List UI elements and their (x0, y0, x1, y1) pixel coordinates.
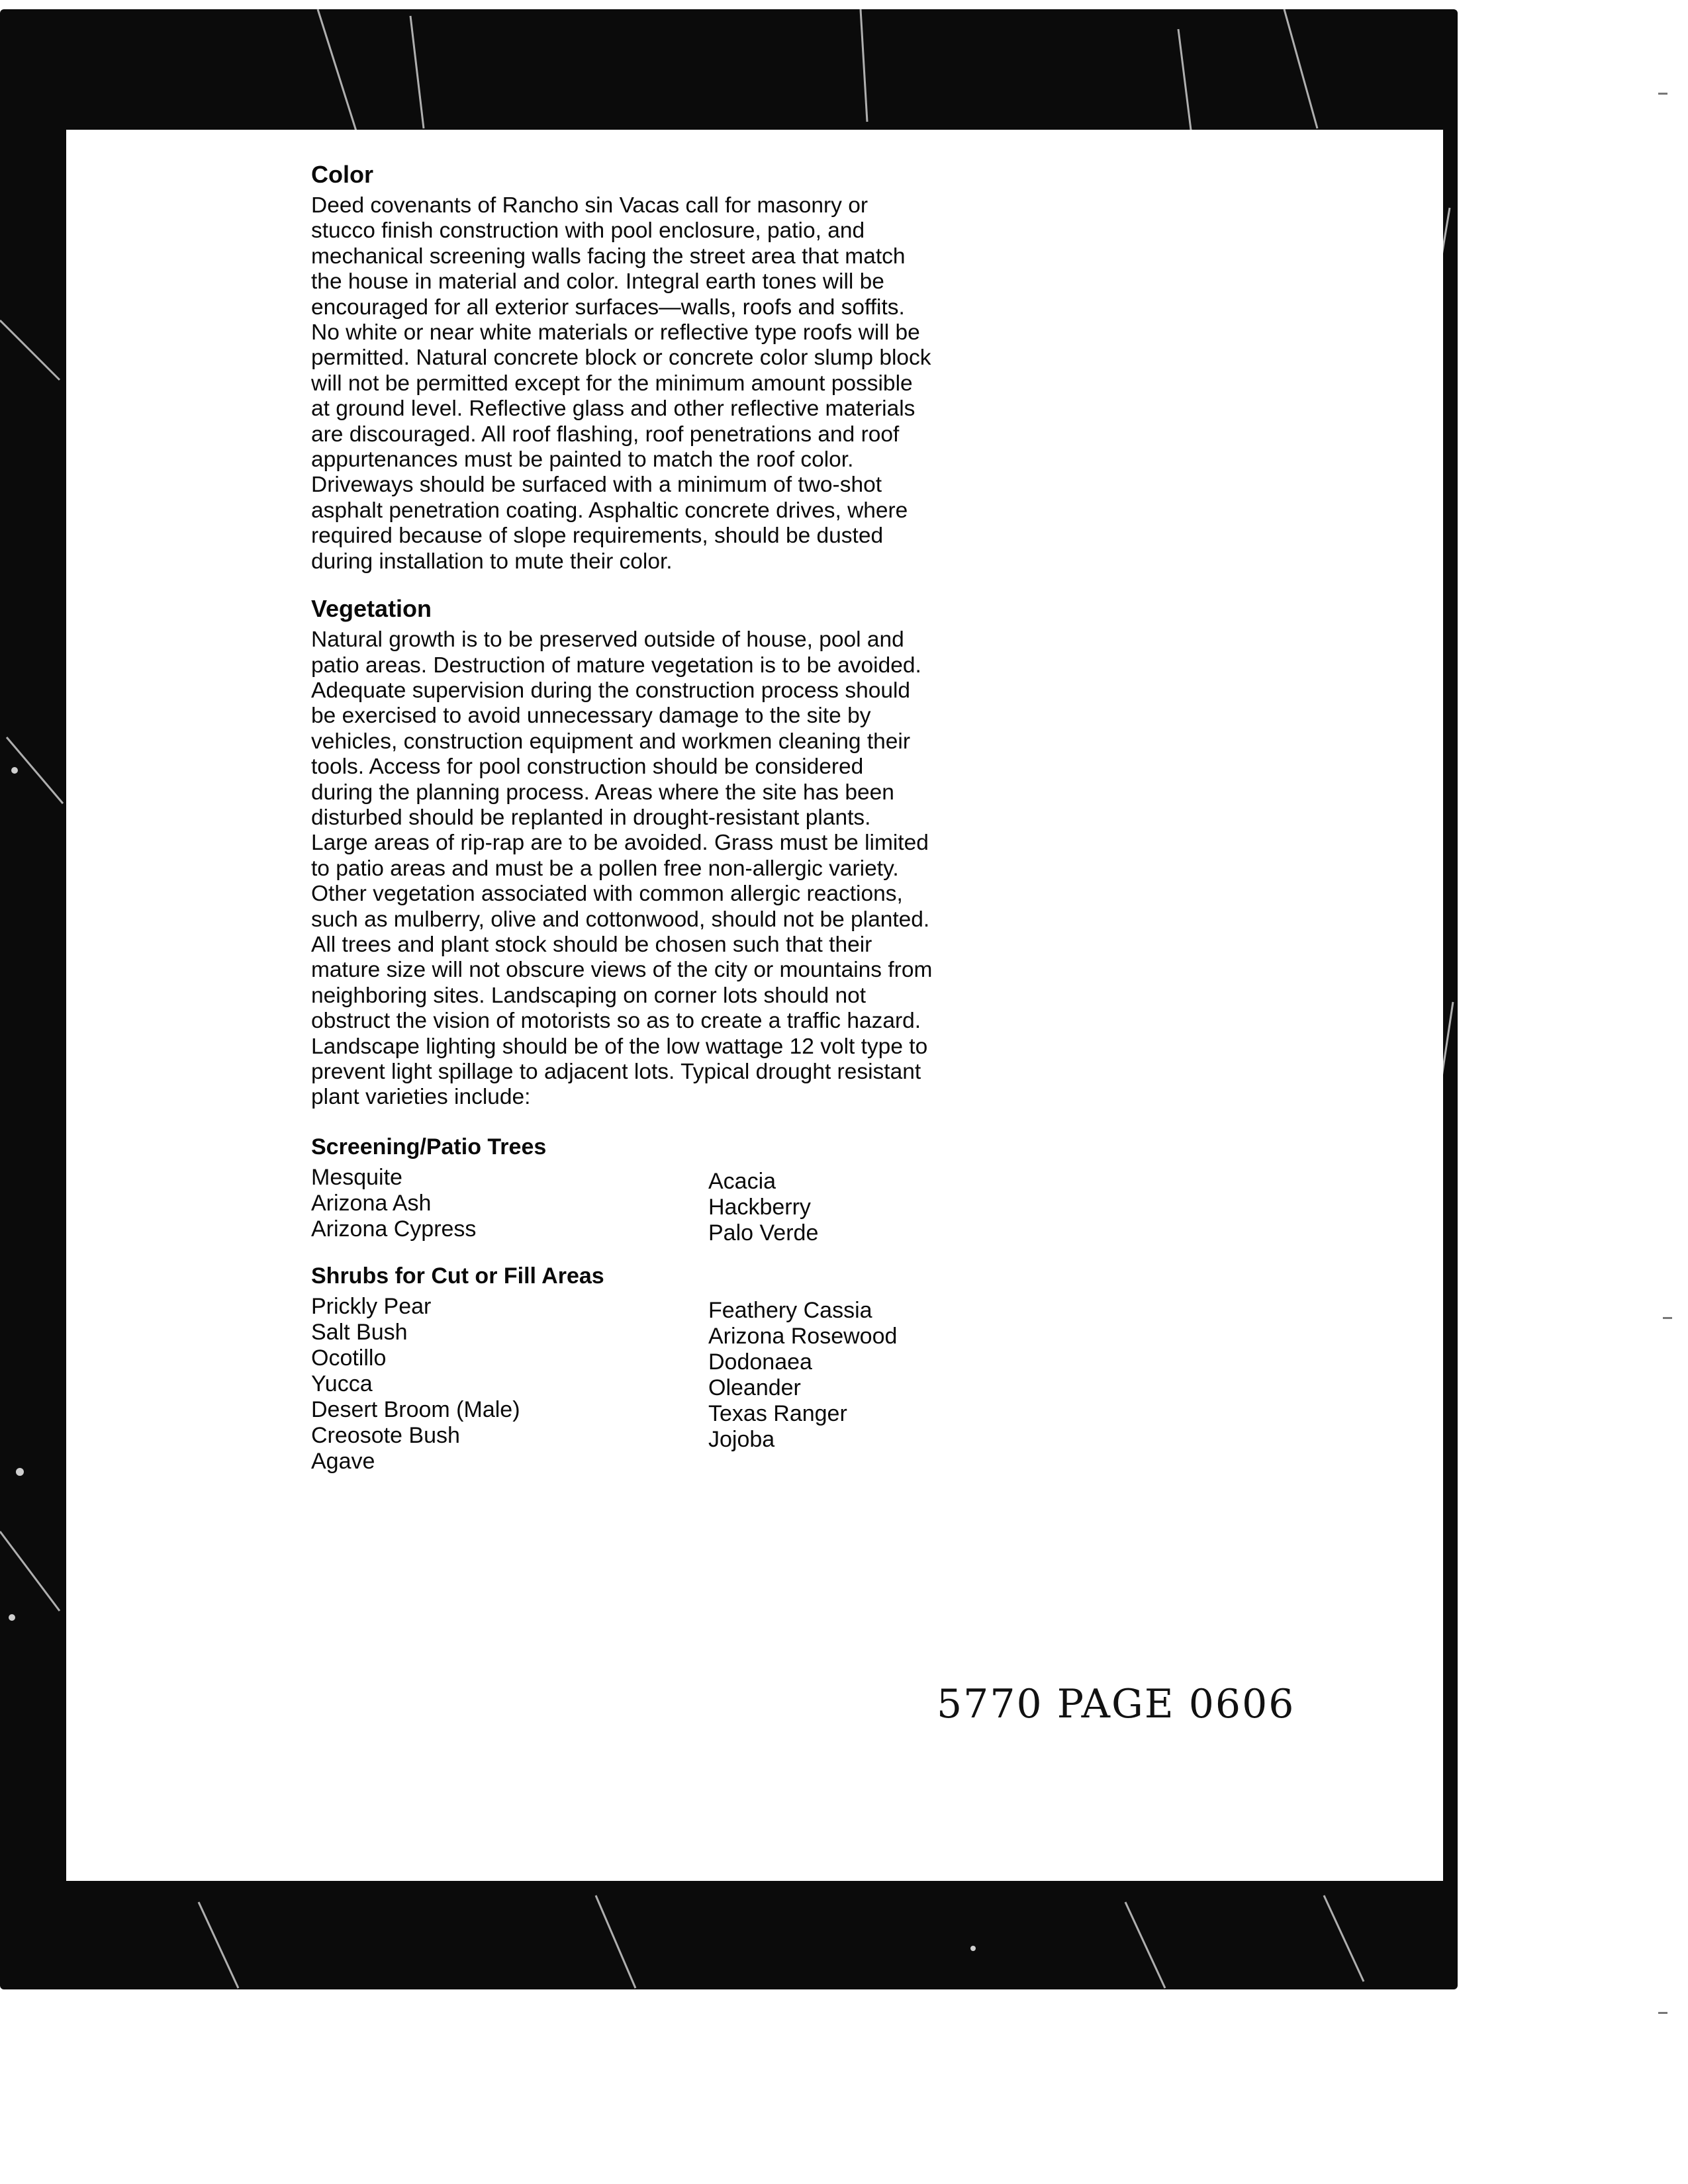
vegetation-paragraph: Natural growth is to be preserved outside of house, pool and patio areas. Destruction of mature vegetation is to be avoided. Adequate supervision during the construction process should be exercised to avoid unnecessary damage to the site by vehicles, construction equipment and workmen cleaning their tools. Access for pool construction should be considered during the planning process. Areas where the site has been disturbed should be replanted in drought-resistant plants. Large areas of rip-rap are to be avoided. Grass must be limited to patio areas and must be a pollen free non-allergic variety. Other vegetation associated with common allergic reactions, such as mulberry, olive and cottonwood, should not be planted. All trees and plant stock should be chosen such that their mature size will not obscure views of the city or mountains from neighboring sites. Landscaping on corner lots should not obstruct the vision of motorists so as to create a traffic hazard. Landscape lighting should be of the low wattage 12 volt type to prevent light spillage to adjacent lots. Typical drought resistant plant varieties include: (311, 627, 933, 1110)
color-heading: Color (311, 161, 373, 188)
recording-stamp: 5770 PAGE 0606 (937, 1681, 1295, 1727)
list-item: Arizona Ash (311, 1190, 432, 1216)
color-section (311, 160, 1132, 574)
list-item: Ocotillo (311, 1345, 387, 1371)
list-item: Prickly Pear (311, 1293, 432, 1319)
margin-tick (1658, 2012, 1667, 2014)
vegetation-heading: Vegetation (311, 595, 432, 623)
list-item: Feathery Cassia (708, 1297, 872, 1323)
screening-trees-right-column (708, 1165, 1105, 1246)
list-item: Palo Verde (708, 1220, 819, 1246)
list-item: Oleander (708, 1375, 801, 1400)
list-item: Acacia (708, 1168, 776, 1194)
screening-trees-left-column (311, 1165, 708, 1246)
list-item: Mesquite (311, 1164, 402, 1190)
list-item: Yucca (311, 1371, 373, 1396)
list-item: Creosote Bush (311, 1422, 460, 1448)
margin-tick (1663, 1317, 1672, 1319)
document-content (311, 160, 1132, 1475)
shrubs-columns (311, 1294, 1132, 1475)
list-item: Jojoba (708, 1426, 775, 1452)
list-item: Dodonaea (708, 1349, 812, 1375)
screening-trees-list (311, 1133, 1132, 1246)
list-item: Arizona Rosewood (708, 1323, 898, 1349)
list-item: Desert Broom (Male) (311, 1396, 520, 1422)
margin-tick (1658, 93, 1667, 95)
list-item: Texas Ranger (708, 1400, 847, 1426)
list-item: Arizona Cypress (311, 1216, 477, 1242)
list-item: Hackberry (708, 1194, 811, 1220)
shrubs-list (311, 1262, 1132, 1475)
shrubs-title: Shrubs for Cut or Fill Areas (311, 1263, 604, 1289)
vegetation-section (311, 594, 1132, 1111)
shrubs-left-column (311, 1294, 708, 1475)
screening-trees-title: Screening/Patio Trees (311, 1134, 547, 1160)
list-item: Agave (311, 1448, 375, 1474)
list-item: Salt Bush (311, 1319, 408, 1345)
shrubs-right-column (708, 1294, 1105, 1475)
screening-trees-columns (311, 1165, 1132, 1246)
color-paragraph: Deed covenants of Rancho sin Vacas call for masonry or stucco finish construction with pool enclosure, patio, and mechanical screening walls facing the street area that match the house in material and color. Integral earth tones will be encouraged for all exterior surfaces—walls, roofs and soffits. No white or near white materials or reflective type roofs will be permitted. Natural concrete block or concrete color slump block will not be permitted except for the minimum amount possible at ground level. Reflective glass and other reflective materials are discouraged. All roof flashing, roof penetrations and roof appurtenances must be painted to match the roof color. Driveways should be surfaced with a minimum of two-shot asphalt penetration coating. Asphaltic concrete drives, where required because of slope requirements, should be dusted during installation to mute their color. (311, 193, 931, 574)
